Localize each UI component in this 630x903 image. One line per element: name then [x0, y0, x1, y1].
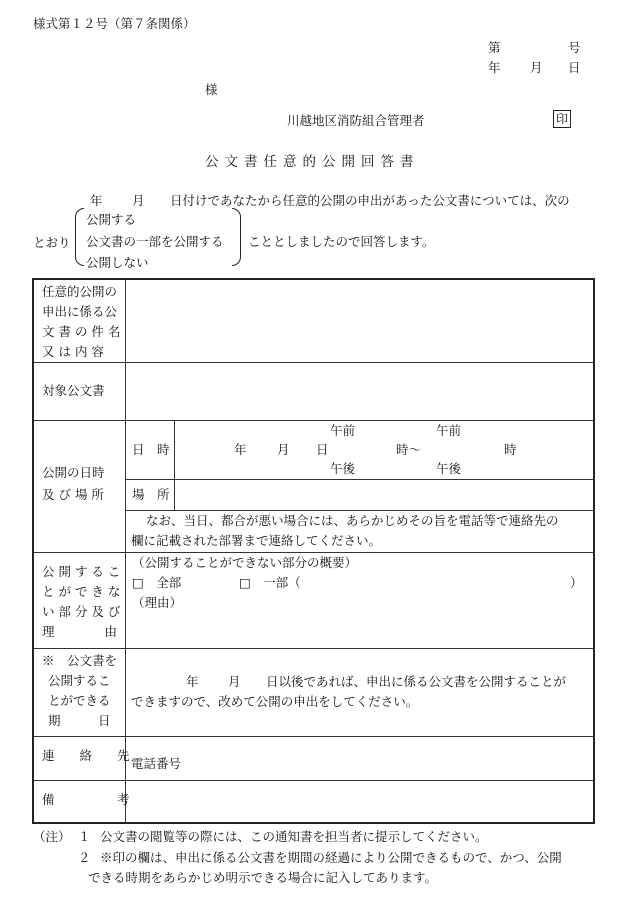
schedule-note-1: なお、当日、都合が悪い場合には、あらかじめその旨を電話等で連絡先の: [146, 513, 559, 528]
row-divider: [34, 736, 595, 737]
available-year: 年: [186, 674, 199, 689]
row-divider: [34, 780, 595, 781]
document-title: 公文書任意的公開回答書: [205, 154, 420, 170]
row-divider: [34, 420, 595, 421]
intro-month: 月: [132, 193, 145, 208]
option-not-disclose: 公開しない: [86, 255, 149, 270]
note-1-number: １: [78, 829, 91, 844]
available-month: 月: [228, 674, 241, 689]
date-month: 月: [530, 60, 543, 75]
number-dai: 第: [488, 40, 501, 55]
dt-hour-from: 時～: [396, 442, 422, 457]
subcell-divider: [125, 479, 595, 480]
option-disclose: 公開する: [86, 212, 137, 227]
schedule-note-2: 欄に記載された部署まで連絡してください。: [131, 533, 382, 548]
available-text-1: 日以後であれば、申出に係る公文書を公開することが: [266, 674, 567, 689]
checkbox-all[interactable]: □ 全部: [132, 575, 182, 590]
left-brace: [75, 208, 84, 266]
subcell-divider: [174, 420, 175, 510]
intro-year: 年: [90, 193, 103, 208]
option-partial: 公文書の一部を公開する: [86, 234, 224, 249]
intro-tori: とおり: [33, 235, 71, 250]
undisclosable-label-2: と が で き な: [42, 584, 121, 599]
available-text-2: できますので、改めて公開の申出をしてください。: [131, 694, 419, 709]
dt-hour-to: 時: [504, 442, 517, 457]
ampm-top-1: 午前: [330, 423, 356, 438]
subject-label-4: 又 は 内 容: [42, 344, 104, 359]
checkbox-partial[interactable]: □ 一部（: [239, 575, 301, 590]
date-day: 日: [568, 60, 581, 75]
remarks-label: 備 考: [42, 792, 130, 807]
note-2-line-1: ※印の欄は、申出に係る公文書を期間の経過により公開できるもので、かつ、公開: [100, 850, 562, 865]
notes-prefix: （注）: [33, 829, 71, 844]
subject-label-3: 文 書 の 件 名: [42, 324, 121, 339]
partial-close-paren: ）: [570, 575, 583, 590]
reason-label: （理由）: [132, 595, 183, 610]
form-id: 様式第１２号（第７条関係）: [33, 16, 196, 31]
available-label-4: 期 日: [48, 713, 111, 728]
place-label: 場 所: [132, 487, 170, 502]
note-2-number: ２: [78, 850, 91, 865]
undisclosable-label-3: い 部 分 及 び: [42, 604, 121, 619]
dt-day: 日: [316, 442, 329, 457]
available-label-1: ※ 公文書を: [42, 653, 118, 668]
note-1: 公文書の閲覧等の際には、この通知書を担当者に提示してください。: [100, 829, 488, 844]
available-label-2: 公開するこ: [48, 673, 111, 688]
phone-label: 電話番号: [131, 756, 182, 771]
right-brace: [232, 208, 241, 266]
addressee-sama: 様: [205, 82, 218, 97]
seal-mark: 印: [553, 110, 571, 128]
intro-tail: こととしましたので回答します。: [248, 234, 435, 249]
row-divider: [34, 648, 595, 649]
datetime-label: 日 時: [132, 442, 170, 457]
issuer-name: 川越地区消防組合管理者: [287, 113, 425, 128]
subject-label-2: 申出に係る公: [42, 304, 118, 319]
contact-label: 連 絡 先: [42, 748, 130, 763]
response-table: [32, 278, 595, 824]
number-go: 号: [568, 40, 581, 55]
ampm-top-2: 午前: [436, 423, 462, 438]
available-label-3: とができる: [48, 693, 111, 708]
dt-month: 月: [277, 442, 290, 457]
note-2-line-2: できる時期をあらかじめ明示できる場合に記入してあります。: [88, 870, 438, 885]
schedule-label-2: 及 び 場 所: [42, 487, 104, 502]
subject-label-1: 任意的公開の: [42, 284, 118, 299]
dt-year: 年: [234, 442, 247, 457]
schedule-label-1: 公開の日時: [42, 465, 105, 480]
target-document-label: 対象公文書: [42, 383, 105, 398]
ampm-bottom-1: 午後: [330, 461, 356, 476]
undisclosable-label-4: 理 由: [42, 624, 118, 639]
undisclosable-label-1: 公 開 す る こ: [42, 564, 121, 579]
undisclosable-summary: （公開することができない部分の概要）: [132, 555, 358, 570]
date-year: 年: [488, 60, 501, 75]
ampm-bottom-2: 午後: [436, 461, 462, 476]
intro-line1: 日付けであなたから任意的公開の申出があった公文書については、次の: [170, 193, 570, 208]
row-divider: [34, 362, 595, 363]
